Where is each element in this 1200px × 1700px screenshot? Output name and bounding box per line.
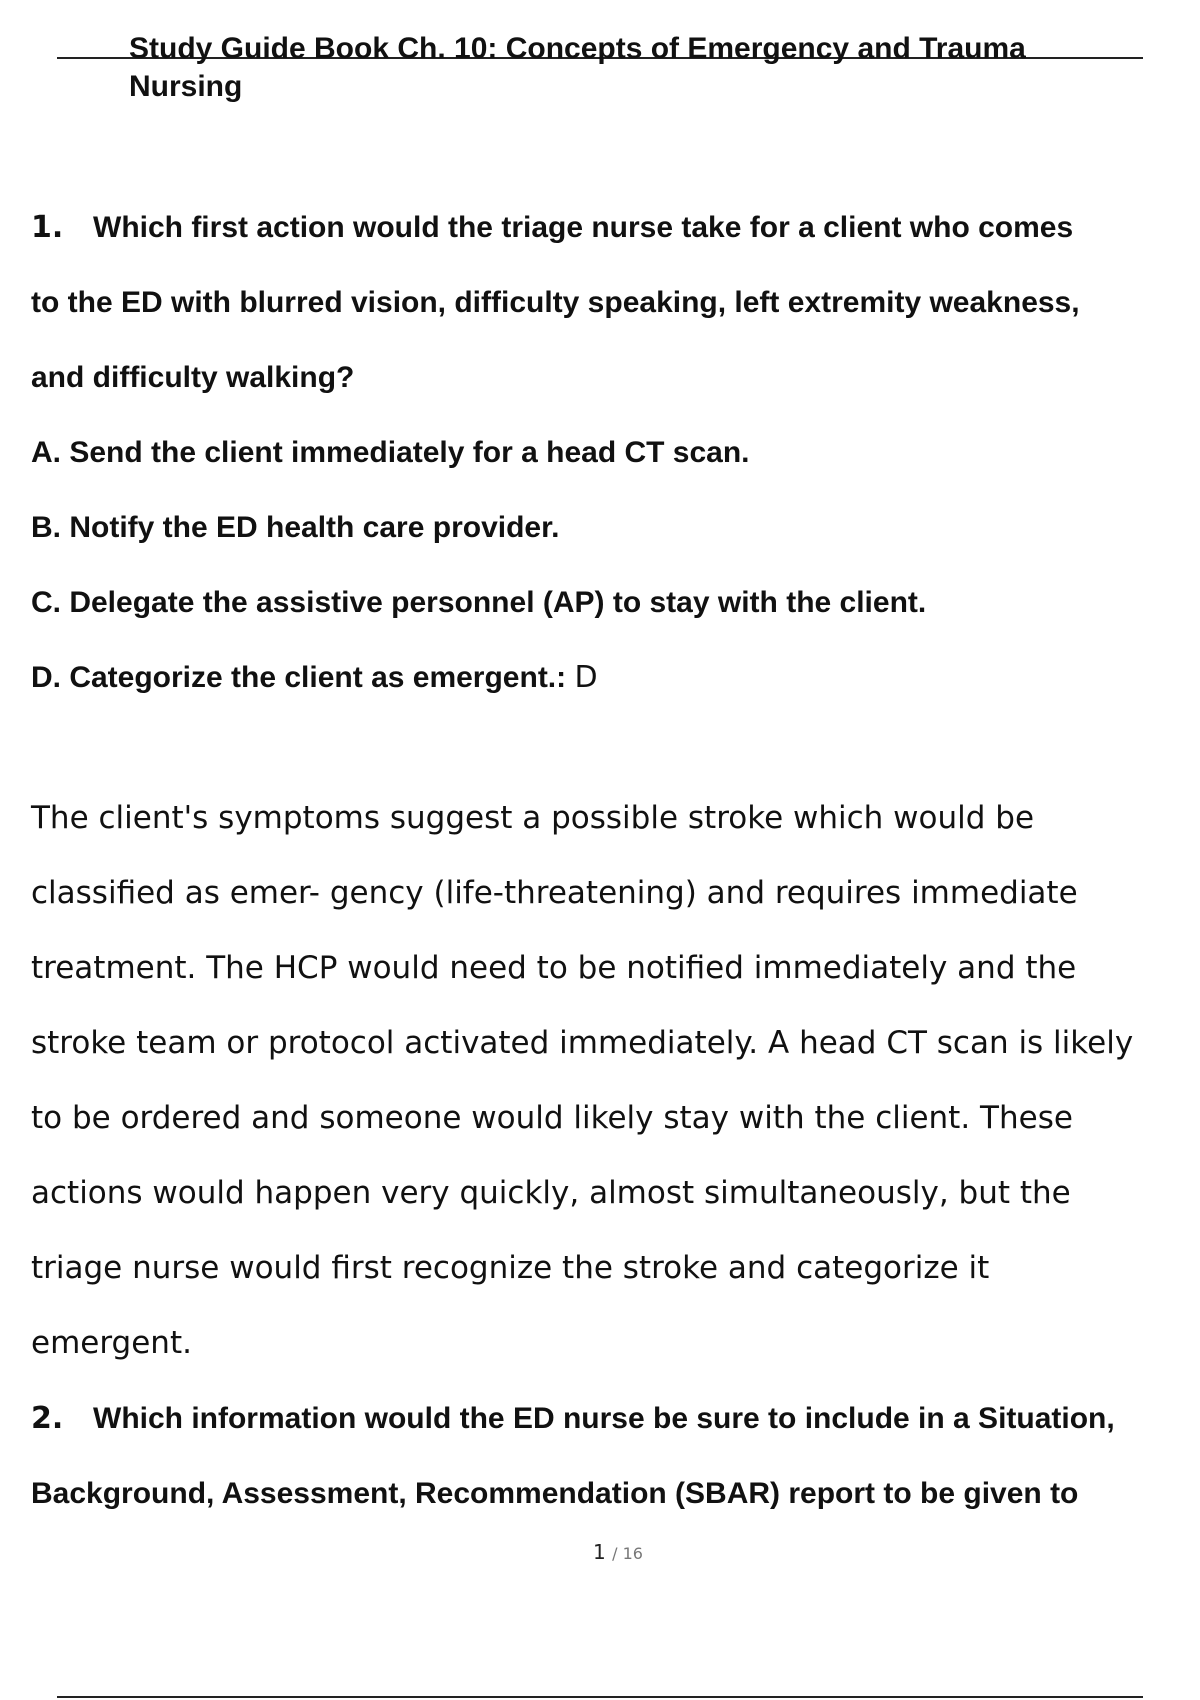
question-2-number: 2.: [31, 1401, 64, 1436]
spacer: [31, 715, 1191, 781]
rationale-line: treatment. The HCP would need to be notified immediately and the: [31, 950, 1077, 986]
question-1-answer: D: [574, 660, 598, 695]
rationale-line: The client's symptoms suggest a possible stroke which would be: [31, 800, 1035, 836]
document-title-line-1: Study Guide Book Ch. 10: Concepts of Emergency and Trauma: [129, 32, 1026, 65]
page-number: [0, 1540, 1200, 1564]
question-1-text-line-2: to the ED with blurred vision, difficulty speaking, left extremity weakness,: [31, 286, 1080, 319]
rationale-line: triage nurse would first recognize the stroke and categorize it: [31, 1250, 990, 1286]
rationale-line: classified as emer- gency (life-threatening) and requires immediate: [31, 875, 1078, 911]
rationale-line: actions would happen very quickly, almost simultaneously, but the: [31, 1175, 1071, 1211]
question-1-option-b: B. Notify the ED health care provider.: [31, 511, 560, 544]
rationale-line: emergent.: [31, 1325, 192, 1361]
question-1-rationale: [31, 781, 1191, 1381]
question-1-option-d: D. Categorize the client as emergent.:: [31, 661, 567, 694]
question-2-text-line-1: Which information would the ED nurse be sure to include in a Situation,: [93, 1402, 1115, 1435]
question-1-option-a: A. Send the client immediately for a head CT scan.: [31, 436, 750, 469]
question-1-stem-line-1: [31, 190, 1191, 265]
question-2-stem-line-1: [31, 1381, 1191, 1456]
document-title: [129, 30, 1129, 106]
rationale-line: to be ordered and someone would likely stay with the client. These: [31, 1100, 1073, 1136]
question-1-text-line-3: and difficulty walking?: [31, 361, 355, 394]
question-1-number: 1.: [31, 210, 64, 245]
document-title-line-2: Nursing: [129, 70, 243, 103]
question-2-text-line-2: Background, Assessment, Recommendation (SBAR) report to be given to: [31, 1477, 1079, 1510]
question-1-option-c: C. Delegate the assistive personnel (AP) to stay with the client.: [31, 586, 927, 619]
question-1: [31, 190, 1191, 1381]
question-1-text-line-1: Which first action would the triage nurse take for a client who comes: [93, 211, 1074, 244]
question-1-option-d-line: [31, 640, 1191, 715]
page-current: 1: [593, 1540, 606, 1564]
footer-rule: [57, 1696, 1143, 1698]
rationale-line: stroke team or protocol activated immediately. A head CT scan is likely: [31, 1025, 1134, 1061]
question-2: [31, 1381, 1191, 1531]
document-content: [31, 190, 1191, 1531]
page-total: / 16: [612, 1544, 643, 1563]
